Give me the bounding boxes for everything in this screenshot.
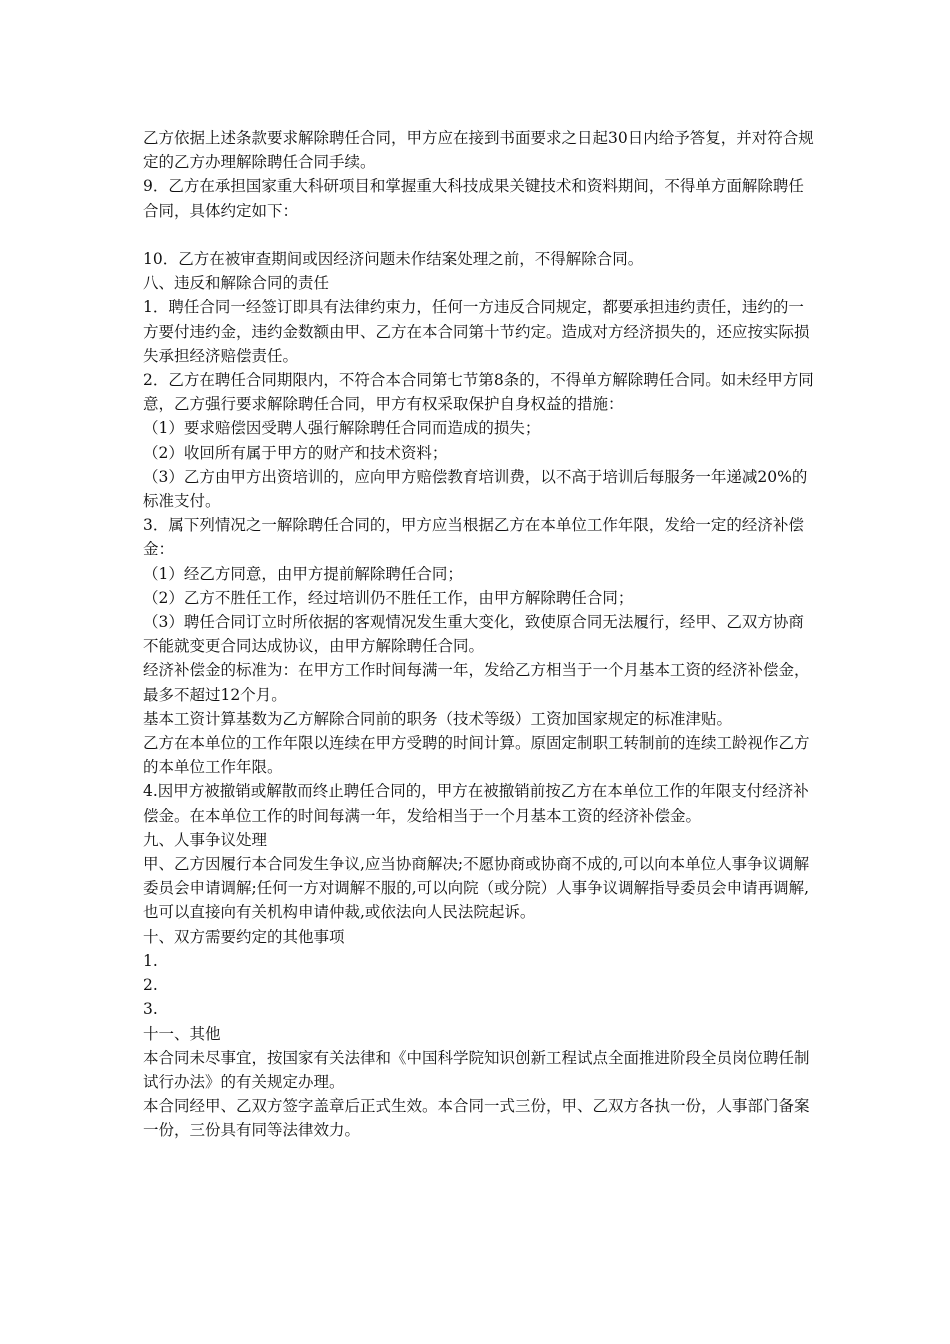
other-item-1: 1.: [143, 951, 158, 970]
section-heading-11: 十一、其他: [143, 1024, 221, 1043]
blank-line: [143, 223, 815, 247]
subitem-8-2-2: （2）收回所有属于甲方的财产和技术资料；: [143, 443, 448, 462]
item-8-2-unilateral-termination: 2．乙方在聘任合同期限内，不符合本合同第七节第8条的，不得单方解除聘任合同。如未经甲方同意，乙方强行要求解除聘任合同，甲方有权采取保护自身权益的措施：: [143, 371, 814, 414]
subitem-8-2-3: （3）乙方由甲方出资培训的，应向甲方赔偿教育培训费，以不高于培训后每服务一年递减20%的标准支付。: [143, 467, 808, 511]
subitem-8-3-3: （3）聘任合同订立时所依据的客观情况发生重大变化，致使原合同无法履行，经甲、乙双方协商不能就变更合同达成协议，由甲方解除聘任合同。: [143, 613, 804, 656]
subitem-8-2-1: （1）要求赔偿因受聘人强行解除聘任合同而造成的损失；: [143, 419, 541, 438]
working-years-definition: 乙方在本单位的工作年限以连续在甲方受聘的时间计算。原固定制职工转制前的连续工龄视作乙方的本单位工作年限。: [143, 734, 810, 777]
section-heading-10: 十、双方需要约定的其他事项: [143, 927, 345, 946]
subitem-8-3-2: （2）乙方不胜任工作，经过培训仍不胜任工作，由甲方解除聘任合同；: [143, 588, 634, 607]
other-item-2: 2.: [143, 976, 158, 995]
subitem-8-3-1: （1）经乙方同意，由甲方提前解除聘任合同；: [143, 564, 463, 583]
item-8-4-dissolution: 4.因甲方被撤销或解散而终止聘任合同的，甲方在被撤销前按乙方在本单位工作的年限支付经济补偿金。在本单位工作的时间每满一年，发给相当于一个月基本工资的经济补偿金。: [143, 782, 809, 825]
other-item-3: 3.: [143, 1000, 158, 1019]
item-8-1-legal-binding: 1．聘任合同一经签订即具有法律约束力，任何一方违反合同规定，都要承担违约责任，违约的一方要付违约金，违约金数额由甲、乙方在本合同第十节约定。造成对方经济损失的，还应按实际损失承担经济赔偿责任。: [143, 298, 810, 365]
effective-clause-text: 本合同经甲、乙双方签字盖章后正式生效。本合同一式三份，甲、乙双方各执一份，人事部门备案一份，三份具有同等法律效力。: [143, 1097, 810, 1140]
paragraph-reply-within-30-days: 乙方依据上述条款要求解除聘任合同，甲方应在接到书面要求之日起30日内给予答复，并对符合规定的乙方办理解除聘任合同手续。: [143, 129, 814, 172]
unspecified-matters-text: 本合同未尽事宜，按国家有关法律和《中国科学院知识创新工程试点全面推进阶段全员岗位聘任制试行办法》的有关规定办理。: [143, 1048, 810, 1091]
base-salary-definition: 基本工资计算基数为乙方解除合同前的职务（技术等级）工资加国家规定的标准津贴。: [143, 709, 733, 728]
section-heading-8: 八、违反和解除合同的责任: [143, 274, 330, 293]
document-body: [143, 126, 815, 1143]
dispute-resolution-text: 甲、乙方因履行本合同发生争议,应当协商解决;不愿协商或协商不成的,可以向本单位人事争议调解委员会申请调解;任何一方对调解不服的,可以向院（或分院）人事争议调解指导委员会申请再调解,也可以直接向有关机构申请仲裁,或依法向人民法院起诉。: [143, 855, 810, 922]
item-8-3-compensation: 3．属下列情况之一解除聘任合同的，甲方应当根据乙方在本单位工作年限，发给一定的经济补偿金：: [143, 516, 804, 559]
clause-10-under-review: 10．乙方在被审查期间或因经济问题未作结案处理之前，不得解除合同。: [143, 250, 644, 268]
clause-9-major-research: 9．乙方在承担国家重大科研项目和掌握重大科技成果关键技术和资料期间，不得单方面解除聘任合同，具体约定如下：: [143, 177, 804, 220]
compensation-standard: 经济补偿金的标准为：在甲方工作时间每满一年，发给乙方相当于一个月基本工资的经济补偿金，最多不超过12个月。: [143, 661, 810, 704]
section-heading-9: 九、人事争议处理: [143, 830, 268, 849]
